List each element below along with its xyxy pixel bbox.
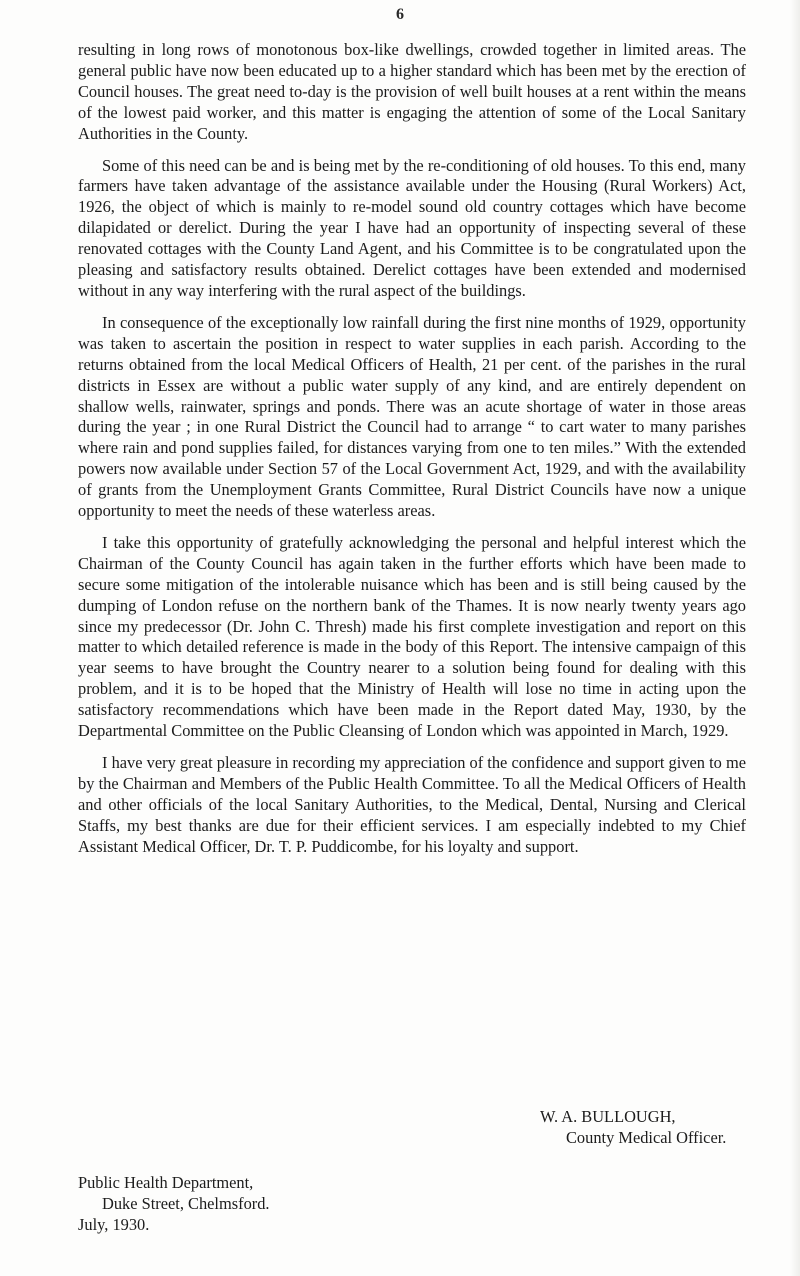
- signatory-name: W. A. BULLOUGH,: [540, 1107, 676, 1126]
- paragraph-london-refuse: I take this opportunity of gratefully acknowledging the personal and helpful interest which the Chairman of the County Council has again taken in the further efforts which have been made to secure some mitigation of the intolerable nuisance which has been and is still being caused by the dumping of London refuse on the northern bank of the Thames. It is now nearly twenty years ago since my predecessor (Dr. John C. Thresh) made his first complete investigation and report on this matter to which detailed reference is made in the body of this Report. The intensive campaign of this year seems to have brought the Country nearer to a solution being found for dealing with this problem, and it is to be hoped that the Ministry of Health will lose no time in acting upon the satisfactory recommendations which have been made in the Report dated May, 1930, by the Departmental Committee on the Public Cleansing of London which was appointed in March, 1929.: [78, 532, 746, 741]
- page-edge-shadow: [790, 0, 800, 1276]
- street-line: Duke Street, Chelmsford.: [102, 1194, 270, 1213]
- report-body: [78, 40, 746, 869]
- paragraph-acknowledgements: I have very great pleasure in recording my appreciation of the confidence and support given to me by the Chairman and Members of the Public Health Committee. To all the Medical Officers of Health and other officials of the local Sanitary Authorities, to the Medical, Dental, Nursing and Clerical Staffs, my best thanks are due for their efficient services. I am especially indebted to my Chief Assistant Medical Officer, Dr. T. P. Puddicombe, for his loyalty and support.: [78, 753, 746, 856]
- signatory-title: County Medical Officer.: [566, 1128, 727, 1147]
- paragraph-water-supplies: In consequence of the exceptionally low rainfall during the first nine months of 1929, opportunity was taken to ascertain the position in respect to water supplies in each parish. According to the returns obtained from the local Medical Officers of Health, 21 per cent. of the parishes in the rural districts in Essex are without a public water supply of any kind, and are entirely dependent on shallow wells, rainwater, springs and ponds. There was an acute shortage of water in those areas during the year ; in one Rural District the Council had to arrange “ to cart water to many parishes where rain and pond supplies failed, for distances varying from one to ten miles.” With the extended powers now available under Section 57 of the Local Government Act, 1929, and with the availability of grants from the Unemployment Grants Committee, Rural District Councils have now a unique opportunity to meet the needs of these waterless areas.: [78, 312, 746, 521]
- page-number: 6: [396, 6, 404, 23]
- department-line: Public Health Department,: [78, 1173, 254, 1192]
- signature-block: [540, 1106, 726, 1148]
- date-line: July, 1930.: [78, 1215, 150, 1234]
- address-block: [78, 1172, 270, 1235]
- paragraph-housing-continuation: resulting in long rows of monotonous box-like dwellings, crowded together in limited areas. The general public have now been educated up to a higher standard which has been met by the erection of Council houses. The great need to-day is the provision of well built houses at a rent within the means of the lowest paid worker, and this matter is engaging the attention of some of the Local Sanitary Authorities in the County.: [78, 40, 746, 143]
- paragraph-reconditioning: Some of this need can be and is being met by the re-conditioning of old houses. To this end, many farmers have taken advantage of the assistance available under the Housing (Rural Workers) Act, 1926, the object of which is mainly to re-model sound old country cottages which have become dilapidated or derelict. During the year I have had an opportunity of inspecting several of these renovated cottages with the County Land Agent, and his Committee is to be congratulated upon the pleasing and satisfactory results obtained. Derelict cottages have been extended and modernised without in any way interfering with the rural aspect of the buildings.: [78, 155, 746, 300]
